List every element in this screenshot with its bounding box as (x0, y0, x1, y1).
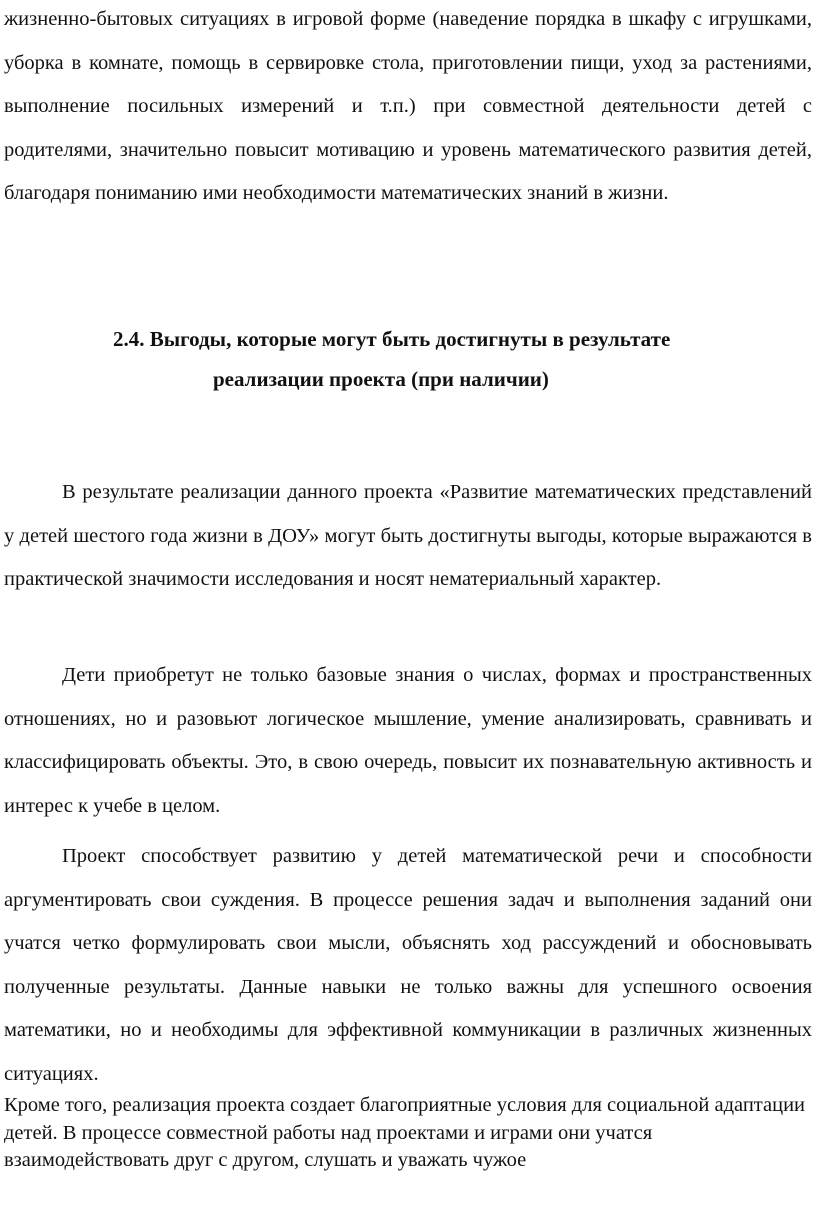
paragraph-benefits-intro: В результате реализации данного проекта «Развитие математических представлений у детей шестого года жизни в ДОУ» могут быть достигнуты выгоды, которые выражаются в практической значимости исследования и носят нематериальный характер. (4, 481, 812, 591)
section-heading-line1: 2.4. Выгоды, которые могут быть достигнуты в результате (113, 327, 671, 351)
section-heading (0, 319, 816, 399)
paragraph-children-knowledge: Дети приобретут не только базовые знания о числах, формах и пространственных отношениях, но и разовьют логическое мышление, умение анализировать, сравнивать и классифицировать объекты. Это, в свою очередь, повысит их познавательную активность и интерес к учебе в целом. (4, 664, 812, 817)
section-heading-line2: реализации проекта (при наличии) (213, 367, 549, 391)
paragraph-intro-continuation: жизненно-бытовых ситуациях в игровой форме (наведение порядка в шкафу с игрушками, уборка в комнате, помощь в сервировке стола, приготовлении пищи, уход за растениями, выполнение посильных измерений и т.п.) при совместной деятельности детей с родителями, значительно повысит мотивацию и уровень математического развития детей, благодаря пониманию ими необходимости математических знаний в жизни. (4, 8, 812, 205)
paragraph-social-adaptation: Кроме того, реализация проекта создает благоприятные условия для социальной адаптации детей. В процессе совместной работы над проектами и играми они учатся взаимодействовать друг с другом, слушать и уважать чужое (4, 1094, 806, 1171)
paragraph-math-speech: Проект способствует развитию у детей математической речи и способности аргументировать свои суждения. В процессе решения задач и выполнения заданий они учатся четко формулировать свои мысли, объяснять ход рассуждений и обосновывать полученные результаты. Данные навыки не только важны для успешного освоения математики, но и необходимы для эффективной коммуникации в различных жизненных ситуациях. (4, 845, 812, 1085)
